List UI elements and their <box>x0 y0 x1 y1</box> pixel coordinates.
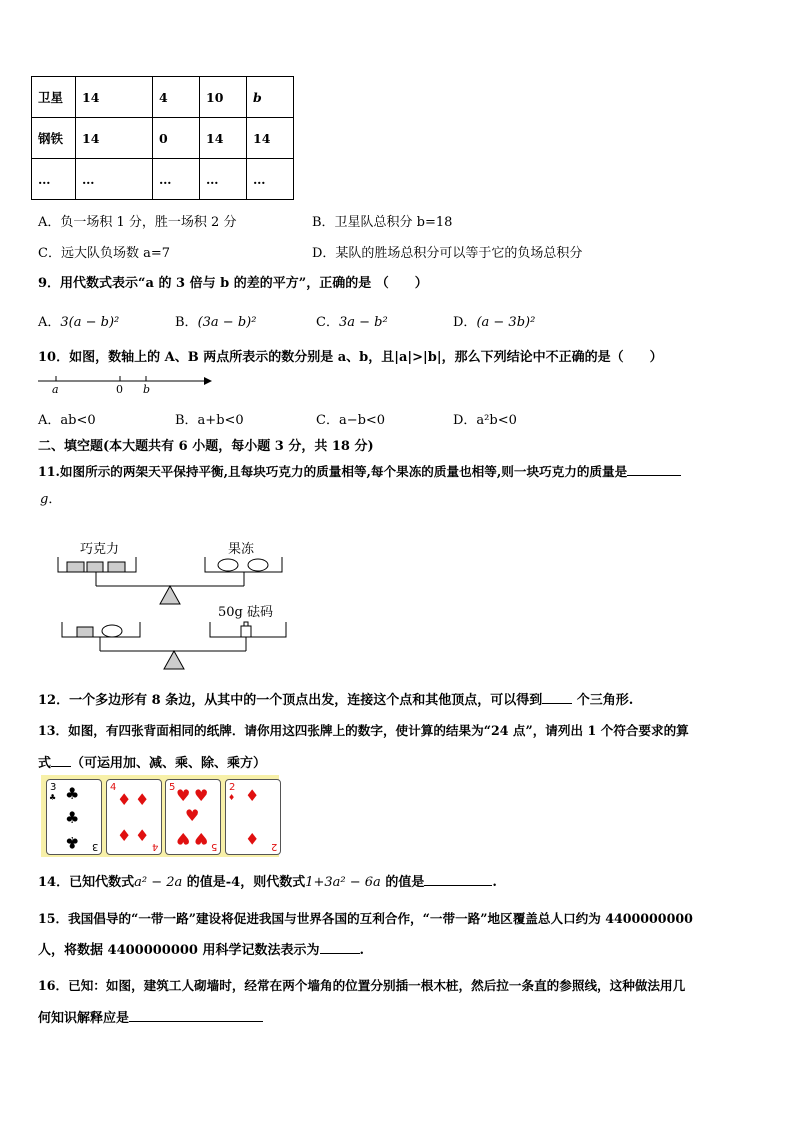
label-b: b <box>143 383 151 396</box>
chocolate-block <box>87 562 103 572</box>
chocolate-block <box>77 627 93 637</box>
q9-option-d <box>453 311 535 330</box>
q14-text-c: 的值是 <box>385 875 425 890</box>
jelly-label: 果冻 <box>228 542 255 557</box>
q12-text-b: 个三角形. <box>576 693 634 708</box>
weight-label: 50g 砝码 <box>218 605 273 620</box>
unit-g: g <box>40 492 49 507</box>
math-expr: a² − 2a <box>134 875 183 890</box>
math-expr: 1+3a² − 6a <box>305 875 381 890</box>
chocolate-label: 巧克力 <box>80 542 120 557</box>
playing-card <box>165 779 221 855</box>
card-rank: 2 <box>229 782 236 793</box>
q11-text: 11.如图所示的两架天平保持平衡,且每块巧克力的质量相等,每个果冻的质量也相等,则一块巧克力的质量是 <box>38 464 628 479</box>
q13-line1: 13．如图，有四张背面相同的纸牌．请你用这四张牌上的数字，使计算的结果为“24 点”，请列出 1 个符合要求的算 <box>38 723 689 738</box>
option-label: A． <box>38 315 61 330</box>
card-rank: 3 <box>50 782 57 793</box>
q13-text-b: （可运用加、减、乘、除、乘方） <box>71 756 267 771</box>
answer-blank <box>51 766 71 767</box>
table-cell: 14 <box>247 118 294 159</box>
q15-line1: 15．我国倡导的“一带一路”建设将促进我国与世界各国的互利合作，“一带一路”地区覆盖总人口约为 4400000000 <box>38 911 693 926</box>
diamond-icon: ♦ <box>135 826 150 845</box>
card-rank: 2 <box>270 841 277 852</box>
q14-text-b: 的值是-4，则代数式 <box>186 875 306 890</box>
fulcrum <box>164 651 184 669</box>
q13-line2 <box>38 752 266 771</box>
option-label: B． <box>175 315 198 330</box>
q13-text-a: 式 <box>38 756 52 771</box>
table-row <box>32 118 294 159</box>
diamond-icon: ♦ <box>135 790 150 809</box>
math-expr: 3(a − b)² <box>60 315 120 330</box>
club-icon: ♣ <box>65 833 80 852</box>
table-cell: 4 <box>153 77 200 118</box>
math-expr: 3a − b² <box>338 315 388 330</box>
diamond-icon: ♦ <box>228 793 236 802</box>
table-cell: 0 <box>153 118 200 159</box>
heart-icon: ♥ <box>185 806 200 825</box>
heart-icon: ♥ <box>194 786 209 805</box>
table-cell: 10 <box>200 77 247 118</box>
q9-option-c <box>316 311 388 330</box>
q14-text-a: 14．已知代数式 <box>38 875 135 890</box>
table-cell: 钢铁 <box>32 118 76 159</box>
table-cell: … <box>200 159 247 200</box>
playing-card <box>225 779 281 855</box>
q8-option-c: C．远大队负场数 a=7 <box>38 246 170 261</box>
q16-line2 <box>38 1007 263 1026</box>
diamond-icon: ♦ <box>245 786 260 805</box>
number-line <box>36 372 216 396</box>
q16-text: 何知识解释应是 <box>38 1011 130 1026</box>
left-pan-bottom <box>62 622 140 637</box>
table-cell: … <box>247 159 294 200</box>
jelly-ellipse <box>218 559 238 571</box>
q15-text-b: . <box>359 943 365 958</box>
q15-text-a: 人，将数据 4400000000 用科学记数法表示为 <box>38 943 320 958</box>
jelly-ellipse <box>102 625 122 637</box>
playing-card <box>46 779 102 855</box>
chocolate-block <box>67 562 84 572</box>
card-rank: 3 <box>91 841 98 852</box>
club-icon: ♣ <box>65 784 80 803</box>
q8-option-d: D．某队的胜场总积分可以等于它的负场总积分 <box>312 246 583 261</box>
weight-knob <box>244 622 248 626</box>
label-zero: 0 <box>116 383 123 396</box>
option-label: D． <box>453 315 477 330</box>
fulcrum <box>160 586 180 604</box>
weight-block <box>241 626 251 637</box>
balance-diagram <box>50 538 300 678</box>
axis-arrow <box>204 377 212 385</box>
q16-line1: 16．已知：如图，建筑工人砌墙时，经常在两个墙角的位置分别插一根木桩，然后拉一条直的参照线，这种做法用几 <box>38 978 686 993</box>
card-rank: 5 <box>210 841 217 852</box>
q14-text-d: . <box>492 875 497 890</box>
answer-blank <box>129 1021 263 1022</box>
q9-option-b <box>175 311 256 330</box>
q10-option-c: C．a−b<0 <box>316 413 386 428</box>
q11-line1 <box>38 461 681 480</box>
diamond-icon: ♦ <box>117 826 132 845</box>
q10-option-b: B．a+b<0 <box>175 413 244 428</box>
playing-card <box>106 779 162 855</box>
answer-blank <box>424 885 492 886</box>
table-row <box>32 77 294 118</box>
heart-icon: ♥ <box>194 829 209 848</box>
math-expr: (a − 3b)² <box>476 315 536 330</box>
diamond-icon: ♦ <box>245 829 260 848</box>
math-expr: (3a − b)² <box>197 315 257 330</box>
q10-stem: 10．如图，数轴上的 A、B 两点所表示的数分别是 a、b，且|a|>|b|，那么下列结论中不正确的是（ ） <box>38 350 663 365</box>
heart-icon: ♥ <box>176 786 191 805</box>
q8-option-b: B．卫星队总积分 b=18 <box>312 215 453 230</box>
table-cell: b <box>247 77 294 118</box>
section-title: 二、填空题(本大题共有 6 小题，每小题 3 分，共 18 分) <box>38 439 374 454</box>
table-cell: … <box>32 159 76 200</box>
q12 <box>38 689 633 708</box>
table-cell: 卫星 <box>32 77 76 118</box>
option-label: C． <box>316 315 339 330</box>
q8-option-a: A．负一场积 1 分，胜一场积 2 分 <box>38 215 237 230</box>
score-table <box>31 76 294 200</box>
answer-blank <box>542 703 572 704</box>
table-cell: 14 <box>76 77 153 118</box>
table-cell: … <box>153 159 200 200</box>
club-icon: ♣ <box>65 808 80 827</box>
table-cell: 14 <box>76 118 153 159</box>
card-rank: 5 <box>169 782 176 793</box>
q12-text-a: 12．一个多边形有 8 条边，从其中的一个顶点出发，连接这个点和其他顶点，可以得到 <box>38 693 543 708</box>
q10-option-d: D．a²b<0 <box>453 413 517 428</box>
diamond-icon: ♦ <box>117 790 132 809</box>
club-icon: ♣ <box>49 793 57 802</box>
q9-stem: 9．用代数式表示“a 的 3 倍与 b 的差的平方”，正确的是 （ ） <box>38 276 428 291</box>
table-row <box>32 159 294 200</box>
chocolate-block <box>108 562 125 572</box>
right-pan-top <box>205 557 282 572</box>
jelly-ellipse <box>248 559 268 571</box>
answer-blank <box>627 475 681 476</box>
card-rank: 4 <box>151 841 158 852</box>
label-a: a <box>52 383 59 396</box>
q14 <box>38 871 497 890</box>
q10-option-a: A．ab<0 <box>38 413 96 428</box>
q15-line2 <box>38 939 364 958</box>
q11-tail: ． <box>48 492 62 507</box>
table-cell: … <box>76 159 153 200</box>
q9-option-a <box>38 311 119 330</box>
q11-line2 <box>40 488 61 507</box>
table-cell: 14 <box>200 118 247 159</box>
card-rank: 4 <box>110 782 117 793</box>
answer-blank <box>320 953 360 954</box>
heart-icon: ♥ <box>176 829 191 848</box>
